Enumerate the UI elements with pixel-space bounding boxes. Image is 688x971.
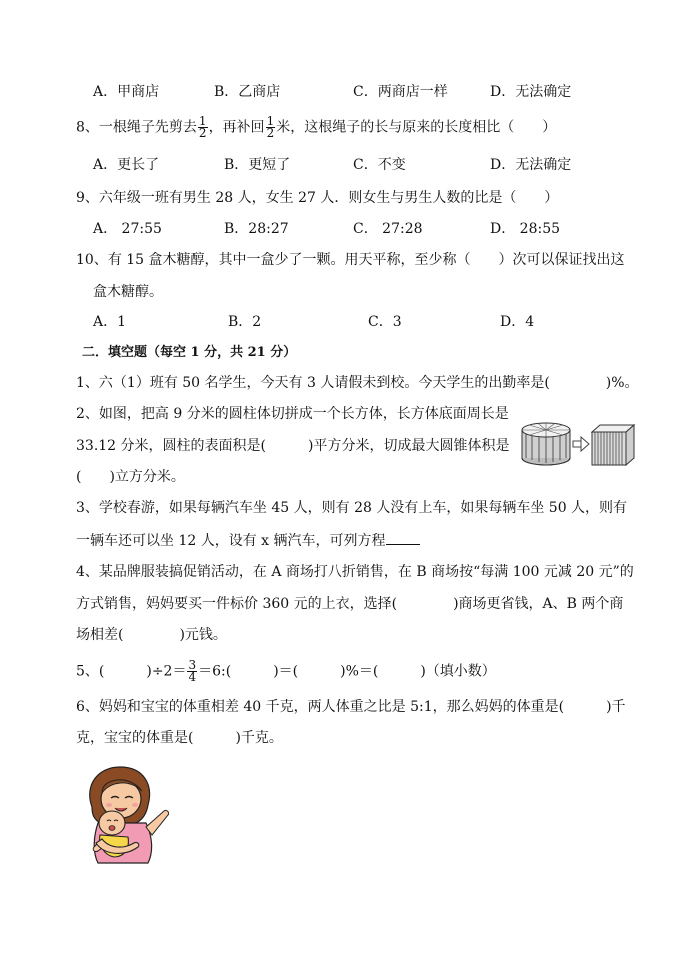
f5-frac-num: 3: [188, 658, 197, 672]
q10-option-d: D．4: [500, 314, 535, 330]
q7-option-a: A．甲商店: [93, 84, 160, 100]
q8-frac2-den: 2: [266, 126, 275, 140]
f2-question-line2: 33.12 分米，圆柱的表面积是( )平方分米，切成最大圆锥体积是: [76, 438, 510, 454]
f1-question: 1、六（1）班有 50 名学生，今天有 3 人请假未到校。今天学生的出勤率是( )%。: [76, 375, 639, 391]
q7-option-c: C．两商店一样: [353, 84, 448, 100]
q8-option-d: D．无法确定: [490, 157, 572, 173]
f2-question-line1: 2、如图，把高 9 分米的圆柱体切拼成一个长方体，长方体底面周长是: [76, 406, 509, 422]
mother-baby-illustration: [80, 765, 172, 865]
f4-question-line1: 4、某品牌服装搞促销活动，在 A 商场打八折销售，在 B 商场按“每满 100 元减 20 元”的: [76, 564, 634, 580]
q10-option-a: A．1: [93, 314, 127, 330]
f3-question-line1: 3、学校春游，如果每辆汽车坐 45 人，则有 28 人没有上车，如果每辆车坐 50 人，则有: [76, 500, 628, 516]
f3-answer-blank: [386, 530, 420, 545]
f5-question: [76, 660, 496, 683]
section-2-heading: 二．填空题（每空 1 分，共 21 分）: [82, 345, 297, 360]
q8-frac2-num: 1: [266, 114, 275, 128]
q9-option-d: D． 28:55: [490, 221, 561, 237]
q8-frac1-num: 1: [198, 114, 207, 128]
f5-frac-den: 4: [188, 670, 197, 684]
f5-fraction: [187, 660, 197, 683]
q8-fraction-1: [198, 116, 208, 139]
f4-question-line2: 方式销售，妈妈要买一件标价 360 元的上衣，选择( )商场更省钱，A、B 两个商: [76, 596, 624, 612]
arrow-right-icon: [573, 437, 589, 451]
cuboid-icon: [592, 425, 634, 465]
q8-fraction-2: [266, 116, 276, 139]
q9-option-b: B．28:27: [224, 221, 289, 237]
q7-option-b: B．乙商店: [214, 84, 281, 100]
q10-question-line1: 10、有 15 盒木糖醇，其中一盒少了一颗。用天平称，至少称（ ）次可以保证找出这: [76, 252, 625, 268]
f5-prefix: 5、( )÷2＝: [76, 663, 187, 680]
q8-frac1-den: 2: [198, 126, 207, 140]
q8-prefix: 8、一根绳子先剪去: [76, 119, 197, 136]
f2-question-line3: ( )立方分米。: [76, 469, 185, 485]
f6-question-line2: 克，宝宝的体重是( )千克。: [76, 730, 283, 746]
q8-option-a: A．更长了: [93, 157, 160, 173]
q8-question: [76, 116, 556, 139]
f5-suffix: ＝6:( )＝( )%＝( )（填小数）: [198, 663, 496, 680]
q9-question: 9、六年级一班有男生 28 人，女生 27 人．则女生与男生人数的比是（ ）: [76, 190, 559, 206]
q9-option-c: C． 27:28: [353, 221, 423, 237]
q8-middle: ，再补回: [208, 119, 265, 136]
q8-suffix: 米，这根绳子的长与原来的长度相比（ ）: [276, 119, 557, 136]
q8-option-c: C．不变: [353, 157, 406, 173]
q10-option-b: B．2: [228, 314, 262, 330]
q8-option-b: B．更短了: [224, 157, 291, 173]
q9-option-a: A． 27:55: [93, 221, 162, 237]
cylinder-cut-figure: [520, 420, 636, 468]
q10-question-line2: 盒木糖醇。: [93, 284, 163, 300]
f3-question-line2: [76, 530, 420, 551]
f3-line2-text: 一辆车还可以坐 12 人，设有 x 辆汽车，可列方程: [76, 533, 386, 549]
cylinder-icon: [522, 423, 570, 465]
f4-question-line3: 场相差( )元钱。: [76, 627, 227, 643]
f6-question-line1: 6、妈妈和宝宝的体重相差 40 千克，两人体重之比是 5:1，那么妈妈的体重是( )千: [76, 699, 626, 715]
q10-option-c: C．3: [368, 314, 402, 330]
q7-option-d: D．无法确定: [490, 84, 572, 100]
